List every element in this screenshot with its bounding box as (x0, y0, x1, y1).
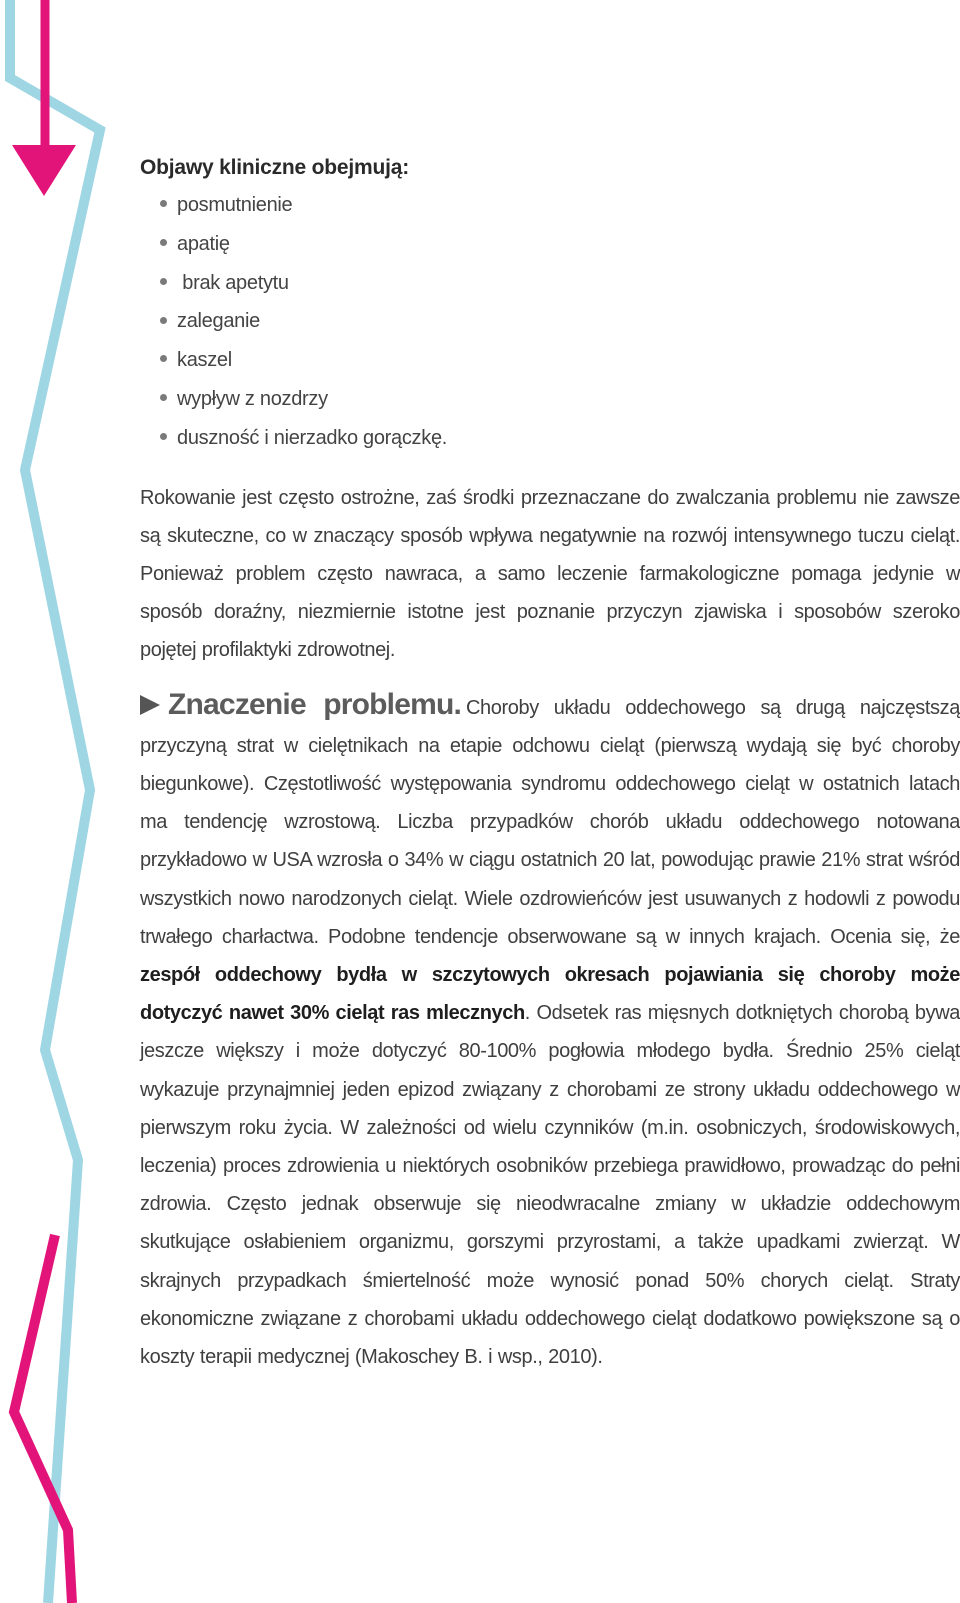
bullet-icon (160, 200, 167, 207)
list-item: apatię (160, 225, 960, 264)
significance-bold-text: zespół oddechowy bydła w szczytowych okresach pojawiania się choroby może dotyczyć nawet 30% cieląt ras mlecznych (140, 964, 960, 1025)
list-item: wypływ z nozdrzy (160, 380, 960, 419)
section-title: Znaczenie problemu. (168, 687, 462, 721)
list-item: kaszel (160, 341, 960, 380)
bullet-icon (160, 394, 167, 401)
section-arrow-icon (140, 695, 160, 715)
zigzag-line-decoration (0, 0, 130, 1603)
symptoms-list (140, 186, 960, 458)
bullet-icon (160, 433, 167, 440)
bullet-icon (160, 355, 167, 362)
bullet-icon (160, 278, 167, 285)
bullet-icon (160, 317, 167, 324)
significance-paragraph (140, 686, 960, 1377)
list-item: duszność i nierzadko gorączkę. (160, 419, 960, 458)
list-item: brak apetytu (160, 264, 960, 303)
bullet-icon (160, 239, 167, 246)
main-content (140, 150, 960, 1376)
down-arrow-icon (12, 145, 76, 196)
significance-text-1: Choroby układu oddechowego są drugą najczęstszą przyczyną strat w cielętnikach na etapie odchowu cieląt (pierwszą wydają się być choroby biegunkowe). Częstotliwość występowania syndromu oddechowego cieląt w ostatnich latach ma tendencję wzrostową. Liczba przypadków chorób układu oddechowego notowana przykładowo w USA wzrosła o 34% w ciągu ostatnich 20 lat, powodując prawie 21% strat wśród wszystkich nowo narodzonych cieląt. Wiele ozdrowieńców jest usuwanych z hodowli z powodu trwałego charłactwa. Podobne tendencje obserwowane są w innych krajach. Ocenia się, że (140, 696, 960, 948)
list-item: zaleganie (160, 302, 960, 341)
list-item: posmutnienie (160, 186, 960, 225)
symptoms-heading: Objawy kliniczne obejmują: (140, 156, 410, 179)
prognosis-paragraph: Rokowanie jest często ostrożne, zaś środki przeznaczane do zwalczania problemu nie zawsze są skuteczne, co w znaczący sposób wpływa negatywnie na rozwój intensywnego tuczu cieląt. Ponieważ problem często nawraca, a samo leczenie farmakologiczne pomaga jedynie w sposób doraźny, niezmiernie istotne jest poznanie przyczyn zjawiska i sposobów szeroko pojętej profilaktyki zdrowotnej. (140, 486, 960, 662)
significance-text-2: . Odsetek ras mięsnych dotkniętych chorobą bywa jeszcze większy i może dotyczyć 80-100% pogłowia młodego bydła. Średnio 25% cieląt wykazuje przynajmniej jeden epizod związany z chorobami ze strony układu oddechowego w pierwszym roku życia. W zależności od wielu czynników (m.in. osobniczych, środowiskowych, leczenia) proces zdrowienia u niektórych osobników przebiega prawidłowo, prowadząc do pełni zdrowia. Często jednak obserwuje się nieodwracalne zmiany w układzie oddechowym skutkujące osłabieniem organizmu, gorszymi przyrostami, a także upadkami zwierząt. W skrajnych przypadkach śmiertelność może wynosić ponad 50% chorych cieląt. Straty ekonomiczne związane z chorobami układu oddechowego cieląt dodatkowo powiększone są o koszty terapii medycznej (Makoschey B. i wsp., 2010). (140, 1002, 960, 1369)
